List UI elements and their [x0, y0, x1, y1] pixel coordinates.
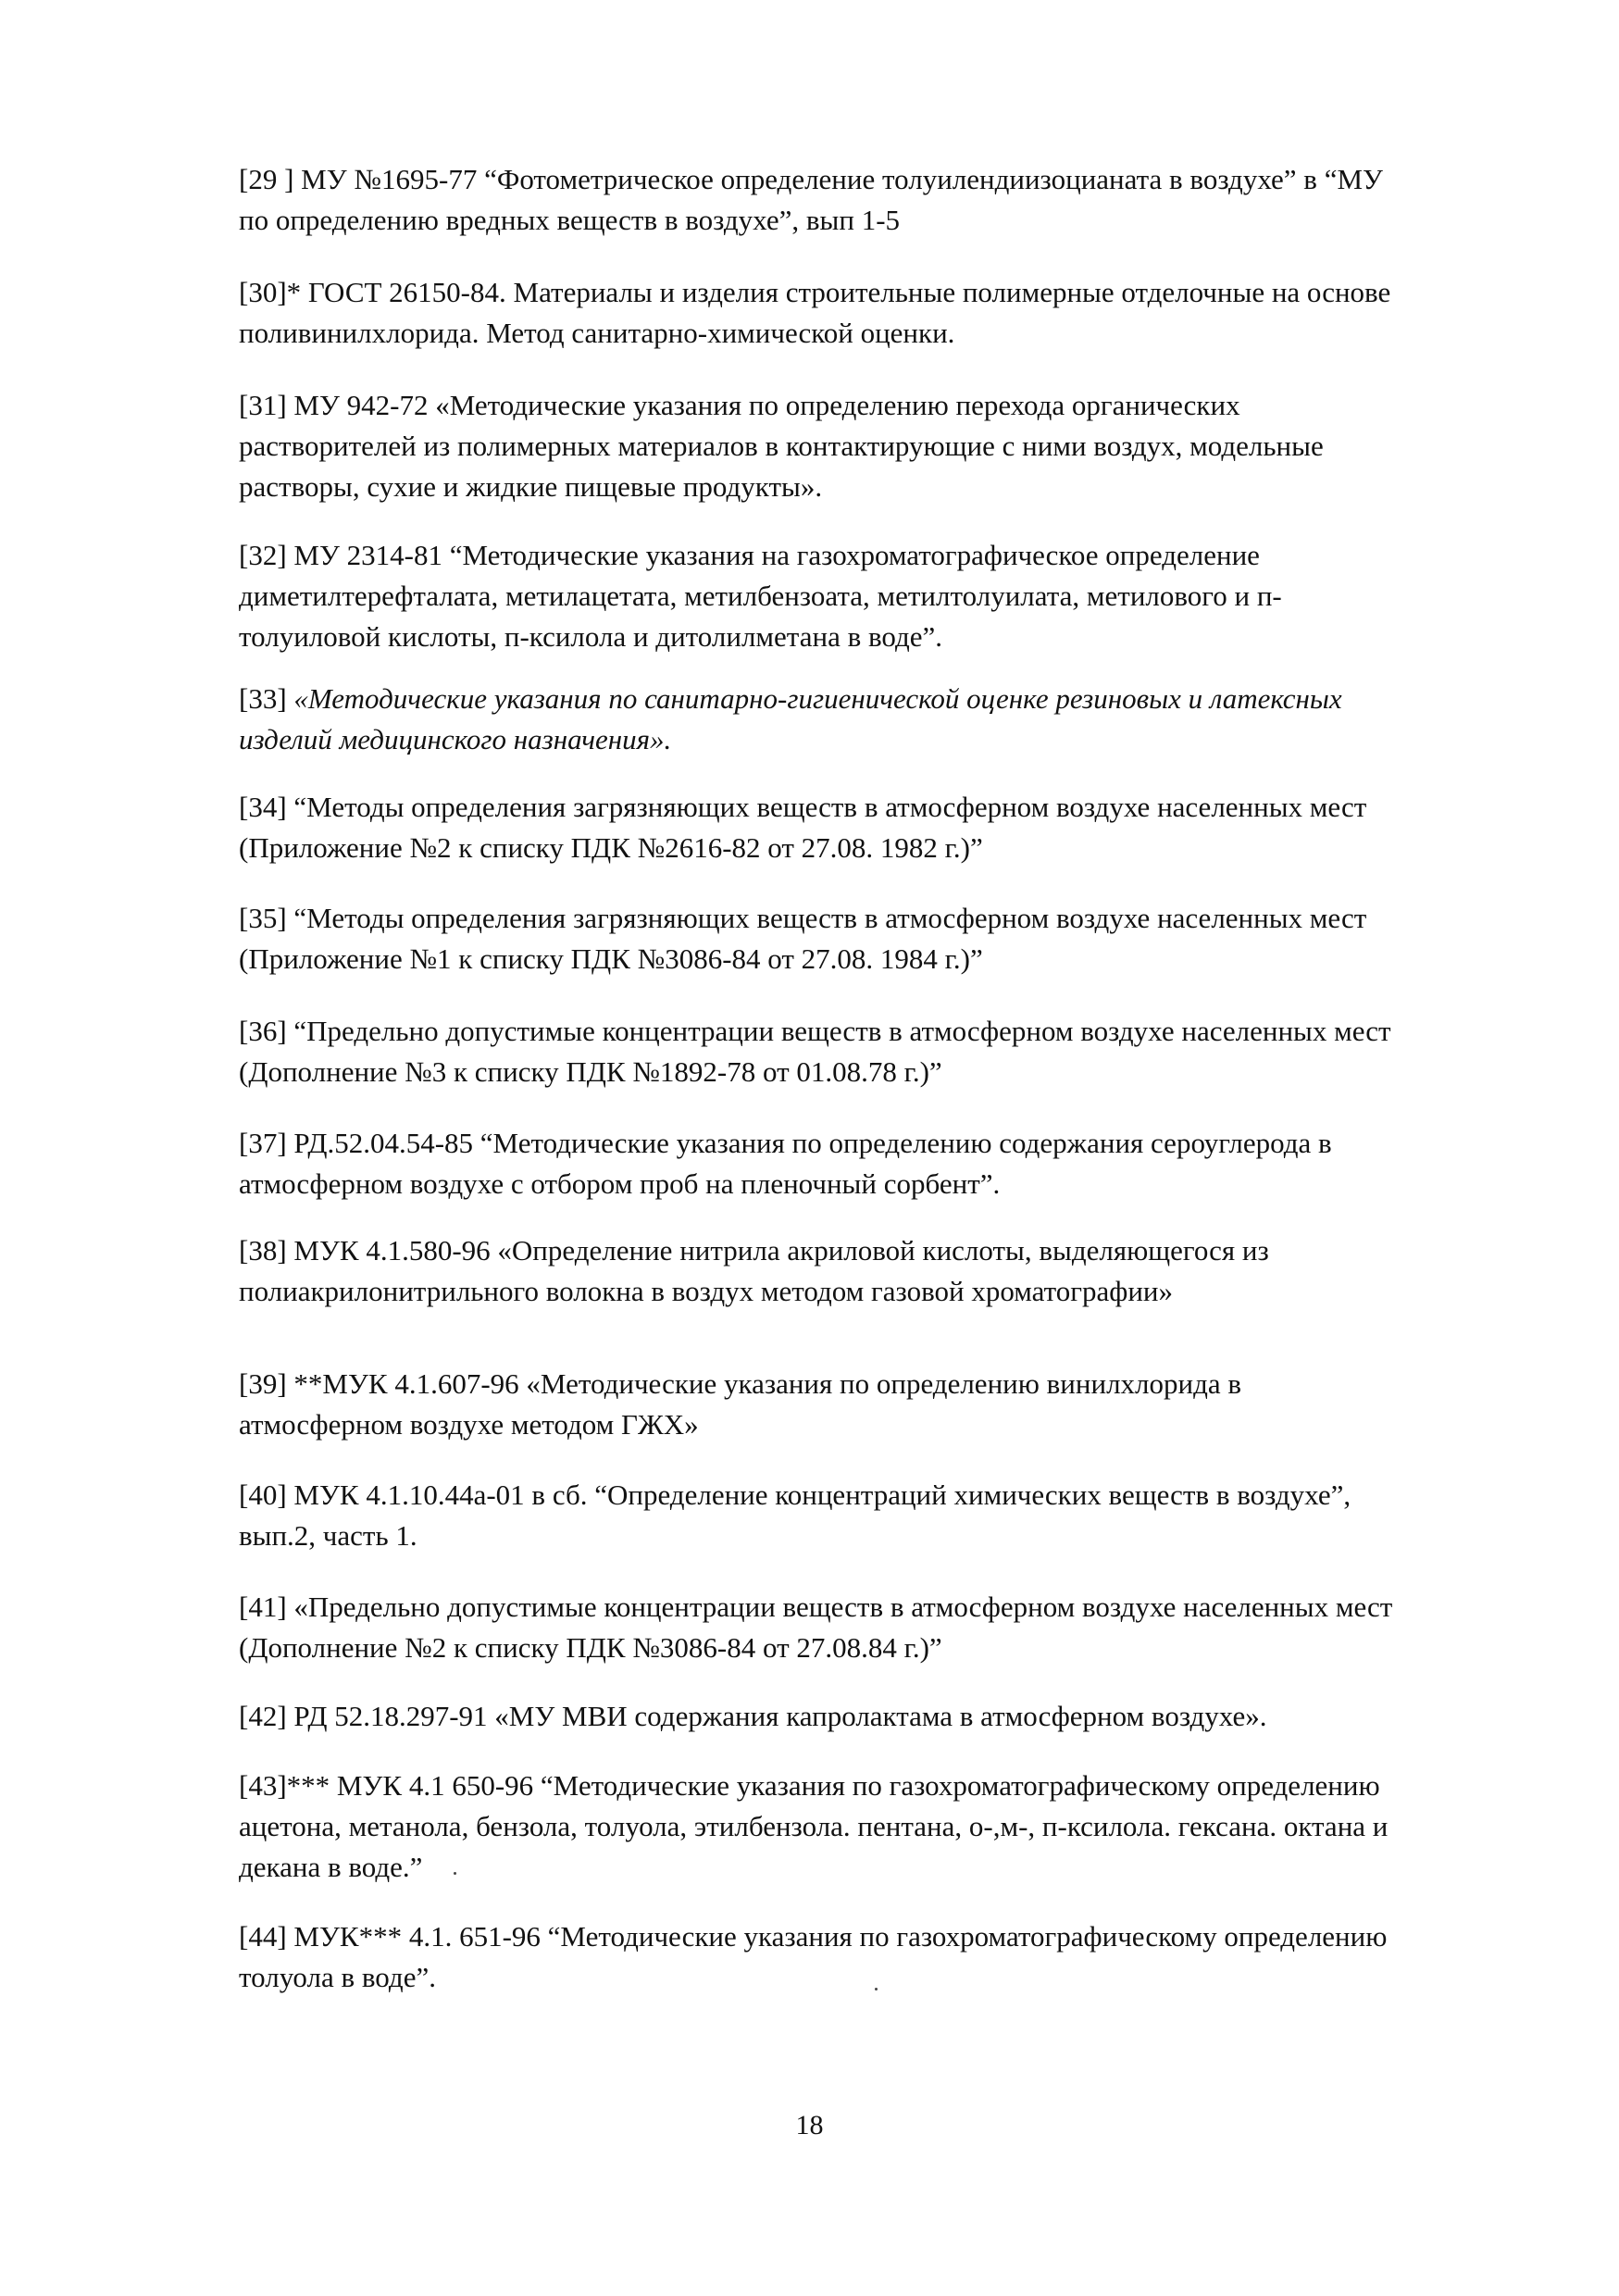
reference-37	[239, 1123, 1396, 1204]
reference-40	[239, 1475, 1396, 1556]
reference-34	[239, 787, 1396, 868]
reference-number: [31]	[239, 389, 287, 421]
reference-number: [40]	[239, 1479, 287, 1511]
reference-number: [32]	[239, 539, 287, 571]
reference-number: [44]	[239, 1920, 287, 1953]
reference-text: МУК*** 4.1. 651-96 “Методические указания по газохроматографическому определению толуола в воде”.	[239, 1920, 1388, 1993]
reference-29	[239, 159, 1396, 241]
reference-31	[239, 385, 1396, 507]
reference-text: “Предельно допустимые концентрации веществ в атмосферном воздухе населенных мест (Дополнение №3 к списку ПДК №1892-78 от 01.08.78 г.)”	[239, 1015, 1391, 1088]
scan-speck	[454, 1872, 456, 1875]
reference-41	[239, 1587, 1396, 1668]
reference-text: МУ 942-72 «Методические указания по определению перехода органических растворителей из полимерных материалов в контактирующие с ними воздух, модельные растворы, сухие и жидкие пищевые продукты».	[239, 389, 1324, 503]
reference-text: МУ 2314-81 “Методические указания на газохроматографическое определение диметилтерефталата, метилацетата, метилбензоата, метилтолуилата, метилового и п-толуиловой кислоты, п-ксилола и дитолилметана в воде”.	[239, 539, 1282, 653]
reference-number: [43]***	[239, 1769, 330, 1802]
reference-42	[239, 1696, 1396, 1737]
reference-number: [39]	[239, 1367, 287, 1400]
reference-38	[239, 1230, 1396, 1312]
reference-text: **МУК 4.1.607-96 «Методические указания по определению винилхлорида в атмосферном воздухе методом ГЖХ»	[239, 1367, 1242, 1441]
reference-35	[239, 898, 1396, 980]
reference-43	[239, 1766, 1396, 1888]
reference-number: [34]	[239, 791, 287, 823]
reference-number: [38]	[239, 1234, 287, 1267]
reference-text: РД.52.04.54-85 “Методические указания по определению содержания сероуглерода в атмосферном воздухе с отбором проб на пленочный сорбент”.	[239, 1127, 1332, 1200]
reference-number: [33]	[239, 682, 287, 715]
reference-36	[239, 1011, 1396, 1092]
page-number: 18	[795, 2110, 824, 2140]
reference-number: [36]	[239, 1015, 287, 1047]
reference-number: [37]	[239, 1127, 287, 1159]
reference-33	[239, 679, 1396, 760]
reference-text: МУ №1695-77 “Фотометрическое определение толуилендиизоцианата в воздухе” в “МУ по определению вредных веществ в воздухе”, вып 1-5	[239, 163, 1383, 236]
reference-text: МУК 4.1.580-96 «Определение нитрила акриловой кислоты, выделяющегося из полиакрилонитрильного волокна в воздух методом газовой хроматографии»	[239, 1234, 1269, 1307]
reference-text: “Методы определения загрязняющих веществ в атмосферном воздухе населенных мест (Приложение №2 к списку ПДК №2616-82 от 27.08. 1982 г.)”	[239, 791, 1367, 864]
reference-number: [35]	[239, 902, 287, 934]
reference-text: «Методические указания по санитарно-гигиенической оценке резиновых и латексных изделий медицинского назначения».	[239, 682, 1342, 755]
reference-number: [30]*	[239, 276, 302, 308]
reference-number: [41]	[239, 1591, 287, 1623]
reference-32	[239, 535, 1396, 657]
reference-number: [29 ]	[239, 163, 294, 195]
reference-text: МУК 4.1 650-96 “Методические указания по газохроматографическому определению ацетона, метанола, бензола, толуола, этилбензола. пентана, о-,м-, п-ксилола. гексана. октана и декана в воде.”	[239, 1769, 1389, 1883]
reference-text: МУК 4.1.10.44а-01 в сб. “Определение концентраций химических веществ в воздухе”, вып.2, часть 1.	[239, 1479, 1351, 1552]
scan-speck	[875, 1988, 878, 1990]
reference-text: “Методы определения загрязняющих веществ в атмосферном воздухе населенных мест (Приложение №1 к списку ПДК №3086-84 от 27.08. 1984 г.)”	[239, 902, 1367, 975]
reference-text: РД 52.18.297-91 «МУ МВИ содержания капролактама в атмосферном воздухе».	[293, 1700, 1267, 1732]
reference-text: ГОСТ 26150-84. Материалы и изделия строительные полимерные отделочные на основе поливинилхлорида. Метод санитарно-химической оценки.	[239, 276, 1391, 349]
reference-44	[239, 1916, 1396, 1998]
reference-number: [42]	[239, 1700, 287, 1732]
reference-39	[239, 1364, 1396, 1445]
reference-text: «Предельно допустимые концентрации веществ в атмосферном воздухе населенных мест (Дополнение №2 к списку ПДК №3086-84 от 27.08.84 г.)”	[239, 1591, 1393, 1664]
reference-30	[239, 272, 1396, 354]
